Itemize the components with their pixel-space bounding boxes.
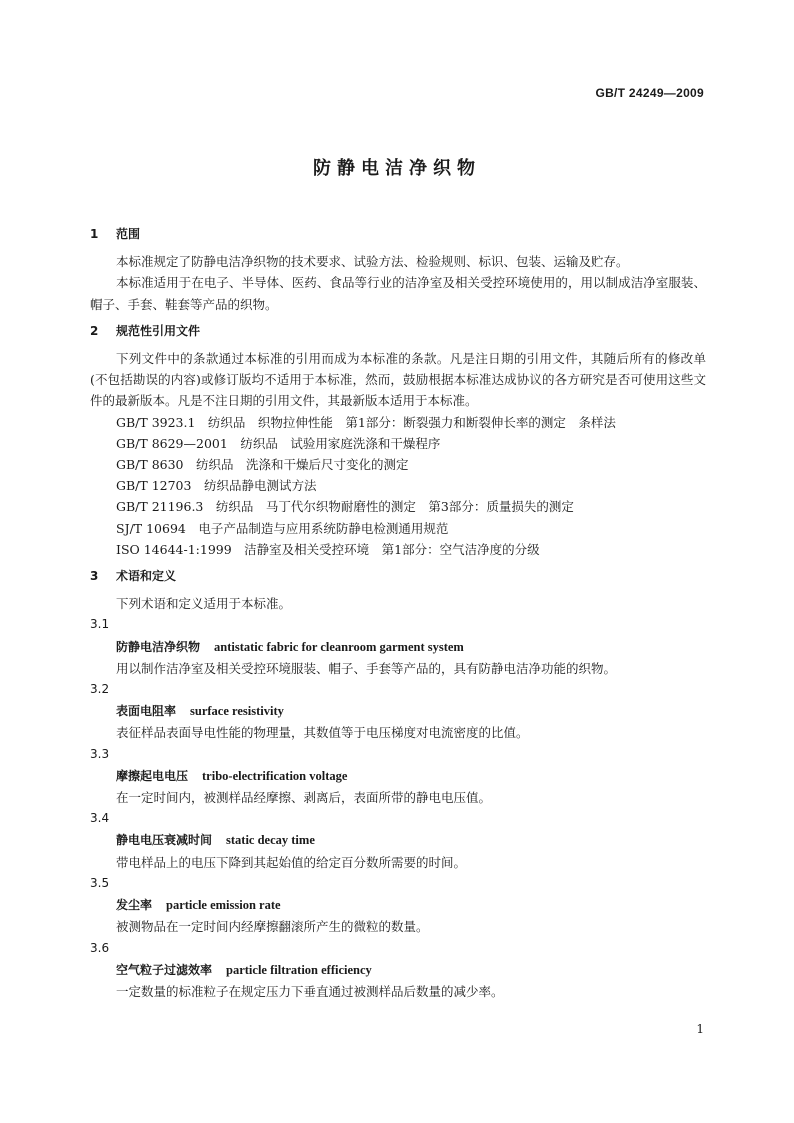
term-english: antistatic fabric for cleanroom garment system [214, 639, 464, 654]
term-chinese: 防静电洁净织物 [116, 639, 201, 654]
document-title: 防静电洁净织物 [313, 158, 481, 179]
reference-item: GB/T 3923.1 纺织品 织物拉伸性能 第1部分：断裂强力和断裂伸长率的测定 条样法 [116, 414, 616, 430]
standard-code: GB/T 24249—2009 [595, 86, 704, 100]
section-number: 1 [90, 227, 99, 241]
term-number: 3.2 [90, 682, 110, 697]
document-body [90, 224, 706, 1002]
reference-item: ISO 14644-1:1999 洁静室及相关受控环境 第1部分：空气洁净度的分级 [116, 541, 540, 557]
term-definition: 表征样品表面导电性能的物理量，其数值等于电压梯度对电流密度的比值。 [116, 725, 529, 741]
references-intro: 下列文件中的条款通过本标准的引用而成为本标准的条款。凡是注日期的引用文件，其随后所有的修改单(不包括勘误的内容)或修订版均不适用于本标准，然而，鼓励根据本标准达成协议的各方研究是否可使用这些文件的最新版本。凡是不注日期的引用文件，其最新版本适用于本标准。 [90, 351, 706, 409]
term-definition: 在一定时间内，被测样品经摩擦、剥离后，表面所带的静电电压值。 [116, 790, 492, 806]
term-name [90, 829, 706, 851]
reference-item: SJ/T 10694 电子产品制造与应用系统防静电检测通用规范 [116, 520, 449, 536]
term-english: tribo-electrification voltage [202, 768, 348, 783]
section-number: 2 [90, 323, 99, 338]
section-heading-terms-definitions [90, 566, 706, 587]
term-entry [90, 744, 706, 809]
term-entry [90, 938, 706, 1003]
term-chinese: 表面电阻率 [116, 704, 177, 719]
term-definition: 用以制作洁净室及相关受控环境服装、帽子、手套等产品的，具有防静电洁净功能的织物。 [116, 660, 617, 676]
term-name [90, 894, 706, 916]
term-name [90, 700, 706, 722]
term-name [90, 959, 706, 981]
term-number: 3.5 [90, 875, 110, 890]
reference-item: GB/T 12703 纺织品静电测试方法 [116, 478, 317, 494]
term-definition: 带电样品上的电压下降到其起始值的给定百分数所需要的时间。 [116, 854, 467, 870]
term-english: static decay time [226, 833, 315, 848]
term-entry [90, 679, 706, 744]
reference-item: GB/T 8629—2001 纺织品 试验用家庭洗涤和干燥程序 [116, 435, 441, 451]
terms-intro: 下列术语和定义适用于本标准。 [116, 596, 292, 612]
section-title: 范围 [116, 227, 141, 241]
term-english: surface resistivity [190, 704, 284, 719]
term-chinese: 静电电压衰减时间 [116, 833, 213, 848]
section-heading-scope [90, 224, 706, 245]
term-number: 3.3 [90, 746, 110, 761]
term-english: particle emission rate [166, 898, 281, 913]
term-entry [90, 808, 706, 873]
page-number: 1 [696, 1022, 704, 1036]
section-title: 术语和定义 [116, 569, 177, 584]
section-title: 规范性引用文件 [116, 323, 201, 338]
term-number: 3.6 [90, 940, 110, 955]
term-chinese: 发尘率 [116, 898, 153, 913]
reference-item: GB/T 21196.3 纺织品 马丁代尔织物耐磨性的测定 第3部分：质量损失的测定 [116, 499, 574, 515]
term-entry [90, 873, 706, 938]
scope-paragraph: 本标准规定了防静电洁净织物的技术要求、试验方法、检验规则、标识、包装、运输及贮存。 [116, 254, 629, 270]
term-name [90, 636, 706, 658]
term-number: 3.4 [90, 811, 110, 826]
term-number: 3.1 [90, 617, 110, 632]
scope-paragraph: 本标准适用于在电子、半导体、医药、食品等行业的洁净室及相关受控环境使用的，用以制成洁净室服装、帽子、手套、鞋套等产品的织物。 [90, 275, 706, 312]
term-english: particle filtration efficiency [226, 962, 372, 977]
term-chinese: 空气粒子过滤效率 [116, 962, 213, 977]
term-definition: 被测物品在一定时间内经摩擦翻滚所产生的微粒的数量。 [116, 919, 429, 935]
term-definition: 一定数量的标准粒子在规定压力下垂直通过被测样品后数量的减少率。 [116, 983, 504, 999]
term-name [90, 765, 706, 787]
term-entry [90, 614, 706, 679]
section-number: 3 [90, 569, 99, 584]
section-heading-normative-references [90, 321, 706, 342]
term-chinese: 摩擦起电电压 [116, 768, 189, 783]
reference-item: GB/T 8630 纺织品 洗涤和干燥后尺寸变化的测定 [116, 457, 409, 473]
